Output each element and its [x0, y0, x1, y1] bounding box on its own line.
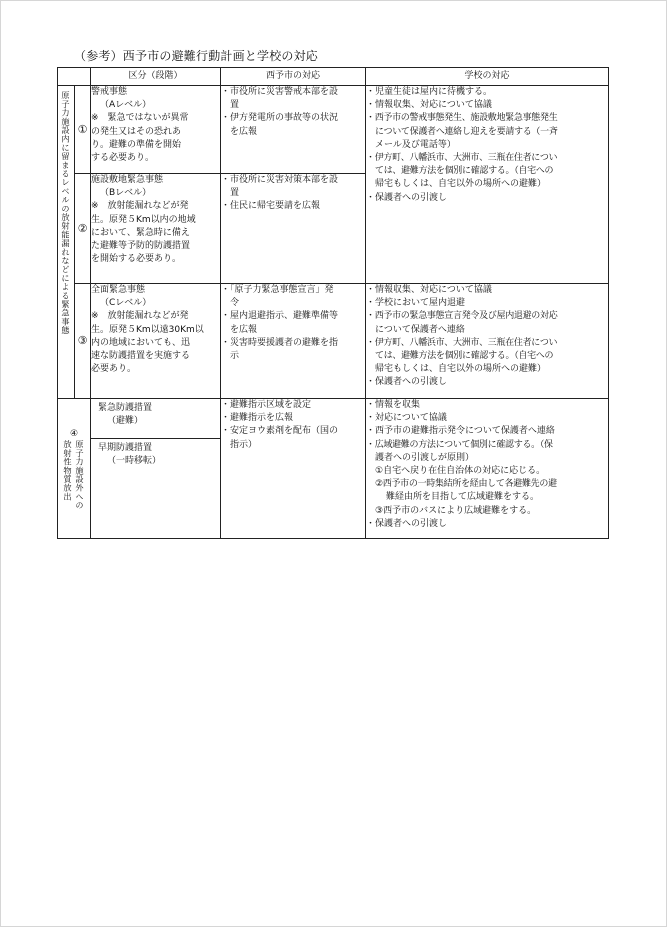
- school-item: ・保護者への引渡し: [366, 377, 448, 388]
- school-item: ・広域避難の方法について個別に確認する。（保: [366, 439, 553, 450]
- city-item: を広報: [230, 126, 258, 137]
- category-cell: [91, 399, 221, 539]
- row-number: ③: [75, 284, 91, 399]
- category-title: 警戒事態: [91, 87, 128, 97]
- group-label-onsite: [58, 86, 75, 399]
- school-item: ・対応について協議: [366, 413, 447, 424]
- school-response-cell: [366, 399, 609, 539]
- city-item: 置: [230, 188, 240, 199]
- category-note: ※ 放射能漏れなどが発: [91, 201, 189, 212]
- category-subtitle: （一時移転）: [107, 456, 162, 467]
- category-level: （Cレベル）: [100, 298, 152, 309]
- city-item: ・伊方発電所の事故等の状況: [221, 113, 339, 124]
- category-cell: [91, 174, 221, 284]
- category-note: 生。原発５Km以内の地域: [91, 214, 196, 225]
- city-response-cell: [221, 86, 366, 174]
- city-item: ・避難指示を広報: [221, 413, 294, 424]
- school-item: ③西予市のバスにより広域避難をする。: [375, 505, 537, 516]
- school-item: ・西予市の緊急事態宣言発令及び屋内退避の対応: [366, 311, 558, 322]
- category-subtitle: （避難）: [107, 416, 144, 427]
- category-level: （Aレベル）: [100, 100, 152, 111]
- school-response-cell: [366, 86, 609, 284]
- city-item: を広報: [230, 324, 258, 335]
- city-item: ・「原子力緊急事態宣言」発: [221, 285, 334, 295]
- school-item: について保護者へ連絡し迎えを要請する（一斉: [375, 126, 558, 137]
- school-item: ②西予市の一時集結所を経由して各避難先の避: [375, 479, 557, 490]
- table-row-level-c: [58, 284, 609, 399]
- school-item: ・児童生徒は屋内に待機する。: [366, 87, 493, 97]
- city-item: ・避難指示区域を設定: [221, 400, 312, 410]
- category-note: ※ 緊急ではないが異常: [91, 113, 189, 124]
- category-level: （Bレベル）: [100, 188, 152, 199]
- category-title: 施設敷地緊急事態: [91, 175, 164, 185]
- group-offsite-label-line1: 原子力施設外への: [75, 439, 85, 510]
- header-row: [58, 68, 609, 86]
- city-item: ・市役所に災害警戒本部を設: [221, 87, 339, 97]
- school-item: ・保護者への引渡し: [366, 518, 448, 529]
- header-category: 区分（段階）: [91, 68, 221, 86]
- category-cell: [91, 86, 221, 174]
- group-offsite-number: ④: [69, 428, 79, 439]
- city-item: 示: [230, 351, 240, 362]
- header-blank: [58, 68, 91, 86]
- row-number: ①: [75, 86, 91, 174]
- city-item: ・災害時要援護者の避難を指: [221, 337, 339, 348]
- city-item: 令: [230, 298, 240, 309]
- school-item: ・学校において屋内退避: [366, 298, 466, 309]
- city-response-cell: [221, 399, 366, 539]
- city-item: ・住民に帰宅要請を広報: [221, 201, 321, 212]
- school-item: ては、避難方法を個別に確認する。（自宅への: [375, 351, 554, 362]
- school-item: ・西予市の警戒事態発生、施設敷地緊急事態発生: [366, 113, 558, 124]
- category-cell: [91, 284, 221, 399]
- category-title: 全面緊急事態: [91, 285, 146, 295]
- group-label-onsite-text: 原子力施設内に留まるレベルの放射能漏れなどによる緊急事態: [61, 91, 71, 335]
- city-response-cell: [221, 284, 366, 399]
- group-offsite-label-line2: 放射性物質放出: [63, 439, 73, 501]
- school-item: ①自宅へ戻り在住自治体の対応に応じる。: [375, 466, 546, 477]
- city-item: 置: [230, 100, 240, 111]
- category-note: た避難等予防的防護措置: [91, 241, 191, 252]
- school-item: ・情報を収集: [366, 400, 421, 410]
- school-item: 帰宅もしくは、自宅以外の場所への避難）: [375, 179, 547, 190]
- category-note: 内の地域においても、迅: [91, 337, 191, 348]
- table-row-level-a: [58, 86, 609, 174]
- school-item: メール及び電話等）: [375, 139, 456, 150]
- category-note: 速な防護措置を実施する: [91, 351, 191, 362]
- category-note: 生。原発５Km以遠30Km以: [91, 324, 204, 335]
- category-title: 緊急防護措置: [98, 403, 153, 413]
- school-item: 護者への引渡しが原則）: [375, 452, 475, 463]
- group-label-offsite: [58, 399, 91, 539]
- table-row-offsite: [58, 399, 609, 539]
- category-note: り。避難の準備を開始: [91, 139, 182, 150]
- city-item: ・市役所に災害対策本部を設: [221, 175, 339, 185]
- city-item: ・安定ヨウ素剤を配布（国の: [221, 426, 339, 437]
- city-response-cell: [221, 174, 366, 284]
- category-note: の発生又はその恐れあ: [91, 126, 182, 137]
- school-item: 帰宅もしくは、自宅以外の場所への避難）: [375, 364, 547, 375]
- school-item: ・西予市の避難指示発令について保護者へ連絡: [366, 426, 555, 437]
- city-item: ・屋内退避指示、避難準備等: [221, 311, 339, 322]
- school-item: ・伊方町、八幡浜市、大洲市、三瓶在住者につい: [366, 337, 558, 348]
- school-item: について保護者へ連絡: [375, 324, 465, 335]
- evacuation-plan-table: [57, 67, 609, 539]
- category-note: ※ 放射能漏れなどが発: [91, 311, 189, 322]
- school-item: ・伊方町、八幡浜市、大洲市、三瓶在住者につい: [366, 153, 558, 164]
- document-title: （参考）西予市の避難行動計画と学校の対応: [74, 49, 319, 63]
- category-note: を開始する必要あり。: [91, 254, 182, 265]
- category-note: する必要あり。: [91, 153, 155, 164]
- header-city-response: 西予市の対応: [221, 68, 366, 86]
- row-number: ②: [75, 174, 91, 284]
- school-item: ・情報収集、対応について協議: [366, 100, 492, 111]
- city-item: 指示）: [230, 439, 258, 450]
- category-note: において、緊急時に備え: [91, 227, 190, 238]
- header-school-response: 学校の対応: [366, 68, 609, 86]
- category-note: 必要あり。: [91, 364, 137, 375]
- school-item: ・保護者への引渡し: [366, 192, 448, 203]
- school-item: ては、避難方法を個別に確認する。（自宅への: [375, 166, 554, 177]
- school-item: ・情報収集、対応について協議: [366, 285, 492, 295]
- school-item: 難経由所を目指して広域避難をする。: [386, 492, 540, 503]
- school-response-cell: [366, 284, 609, 399]
- category-title: 早期防護措置: [98, 443, 153, 453]
